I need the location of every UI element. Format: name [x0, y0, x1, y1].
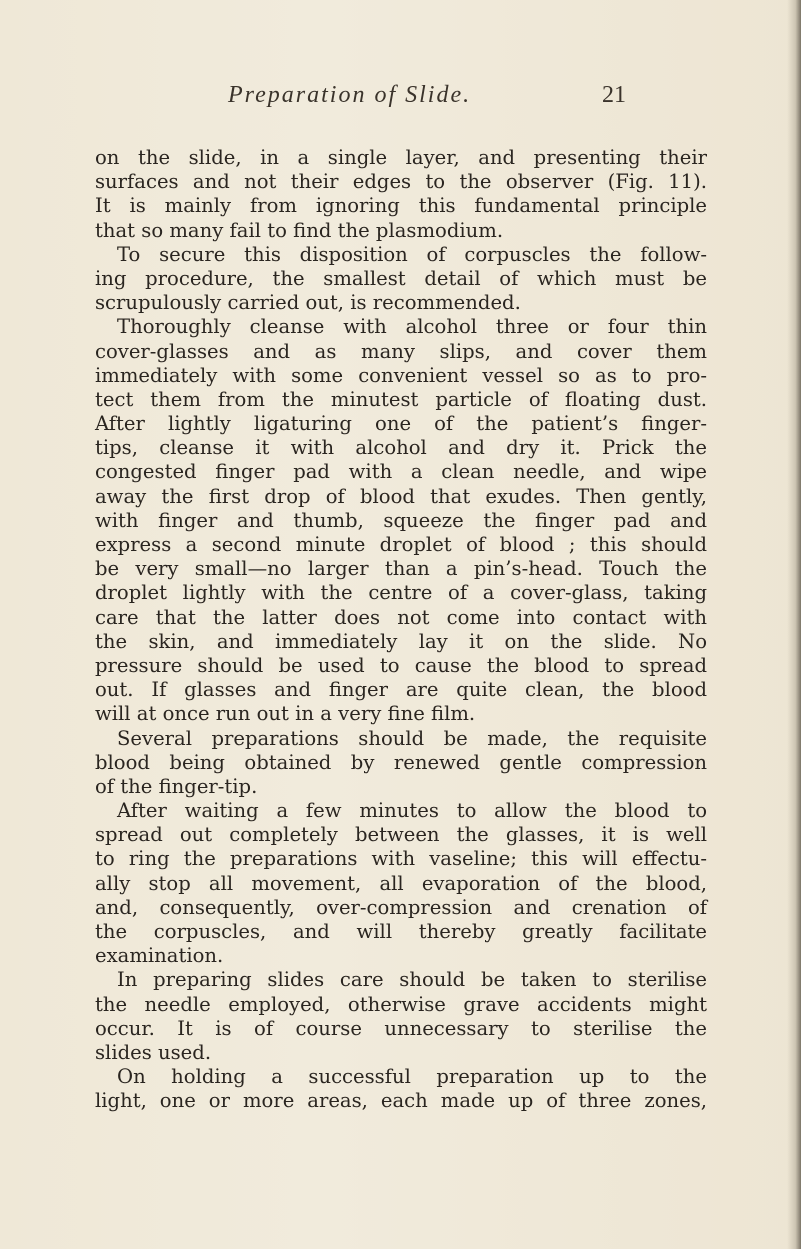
- text-line: the skin, and immediately lay it on the slide. No: [95, 629, 707, 653]
- text-line: Several preparations should be made, the requisite: [117, 726, 707, 750]
- text-line: tips, cleanse it with alcohol and dry it. Prick the: [95, 436, 707, 460]
- text-line: examination.: [95, 944, 224, 968]
- text-line: care that the latter does not come into contact with: [95, 605, 707, 629]
- text-line: slides used.: [95, 1040, 212, 1064]
- text-line: To secure this disposition of corpuscles the follow-: [117, 242, 707, 266]
- text-line: of the finger-tip.: [95, 774, 258, 798]
- text-line: ing procedure, the smallest detail of which must be: [95, 266, 707, 290]
- text-line: occur. It is of course unnecessary to sterilise the: [95, 1016, 707, 1040]
- text-line: droplet lightly with the centre of a cover-glass, taking: [95, 581, 707, 605]
- text-line: blood being obtained by renewed gentle compression: [95, 750, 707, 774]
- text-line: express a second minute droplet of blood ; this should: [95, 533, 707, 556]
- text-line: with finger and thumb, squeeze the finger pad and: [95, 508, 707, 532]
- text-line: light, one or more areas, each made up of three zones,: [95, 1089, 707, 1113]
- text-line: After lightly ligaturing one of the patient’s finger-: [95, 412, 707, 436]
- text-line: After waiting a few minutes to allow the blood to: [117, 799, 707, 823]
- text-line: to ring the preparations with vaseline; this will effectu-: [95, 847, 707, 871]
- text-line: surfaces and not their edges to the observer (Fig. 11).: [95, 170, 707, 194]
- running-head-title: Preparation of Slide.: [228, 82, 472, 108]
- page-edge-shadow: [787, 0, 801, 1249]
- text-line: away the first drop of blood that exudes. Then gently,: [95, 484, 707, 508]
- text-line: scrupulously carried out, is recommended.: [95, 291, 521, 315]
- text-line: It is mainly from ignoring this fundamental principle: [95, 194, 707, 218]
- text-line: will at once run out in a very fine film.: [95, 702, 476, 726]
- text-line: tect them from the minutest particle of floating dust.: [95, 387, 707, 411]
- text-line: be very small—no larger than a pin’s-head. Touch the: [95, 557, 707, 581]
- text-line: and, consequently, over-compression and crenation of: [95, 895, 707, 919]
- text-line: out. If glasses and finger are quite clean, the blood: [95, 678, 707, 702]
- text-line: pressure should be used to cause the blood to spread: [95, 653, 707, 677]
- text-line: cover-glasses and as many slips, and cover them: [95, 339, 707, 363]
- text-line: immediately with some convenient vessel so as to pro-: [95, 363, 707, 387]
- text-line: Thoroughly cleanse with alcohol three or four thin: [117, 315, 707, 339]
- text-line: that so many fail to find the plasmodium.: [95, 218, 504, 242]
- text-line: In preparing slides care should be taken to sterilise: [117, 968, 707, 992]
- text-line: the corpuscles, and will thereby greatly facilitate: [95, 920, 707, 943]
- text-line: ally stop all movement, all evaporation of the blood,: [95, 871, 707, 895]
- text-line: On holding a successful preparation up to the: [117, 1065, 707, 1089]
- text-line: spread out completely between the glasses, it is well: [95, 823, 707, 847]
- page-number: 21: [602, 82, 626, 108]
- text-line: on the slide, in a single layer, and presenting their: [95, 146, 707, 169]
- text-line: the needle employed, otherwise grave accidents might: [95, 992, 707, 1016]
- body-text: [95, 146, 707, 1114]
- text-line: congested finger pad with a clean needle, and wipe: [95, 460, 707, 484]
